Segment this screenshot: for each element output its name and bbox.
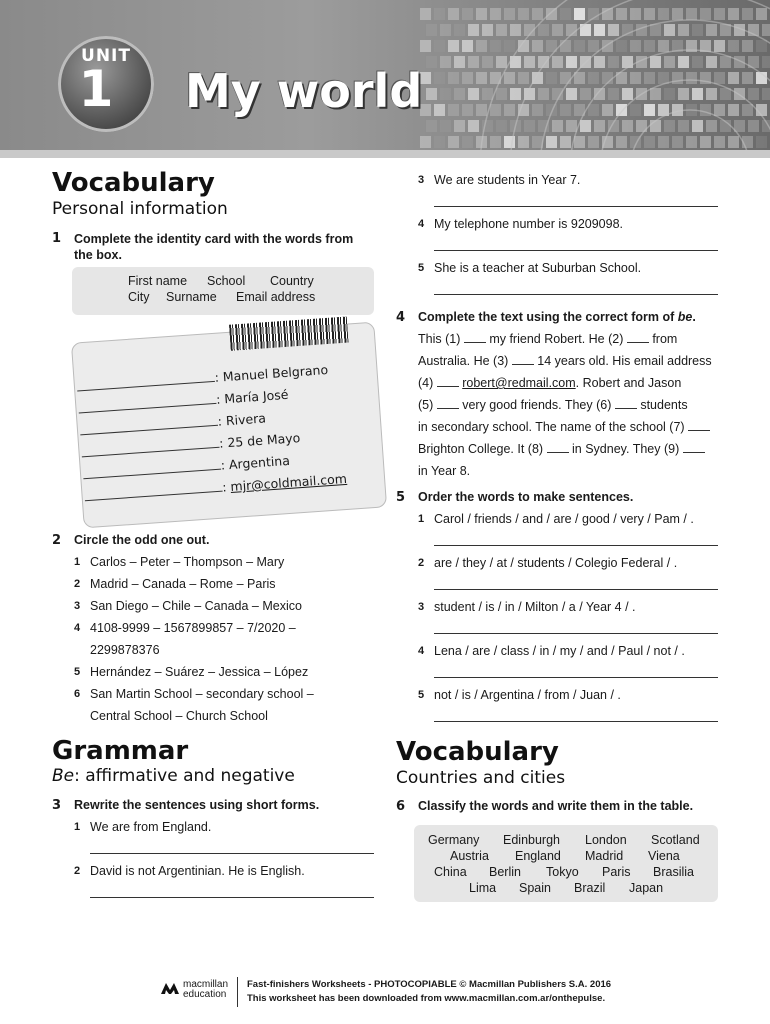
vocabulary-subtitle: Countries and cities [396, 768, 566, 788]
header-tile [706, 88, 717, 100]
answer-line[interactable] [84, 481, 222, 502]
header-tile [476, 72, 487, 84]
item-number: 3 [74, 600, 81, 612]
id-card-row: : mjr@coldmail.com [84, 468, 382, 504]
classify-word: Madrid [585, 849, 624, 863]
barcode [229, 317, 349, 351]
header-tile [490, 40, 501, 52]
header-tile [594, 120, 605, 132]
id-card-value: Manuel Belgrano [222, 361, 329, 385]
header-tile [574, 40, 585, 52]
classify-word: Germany [428, 833, 480, 847]
header-tile [448, 8, 459, 20]
item-number: 5 [418, 262, 425, 274]
answer-blank[interactable] [627, 332, 649, 343]
header-tile [692, 56, 703, 68]
header-tile [504, 104, 515, 116]
header-tile [454, 56, 465, 68]
answer-line[interactable] [434, 250, 718, 251]
header-tile [692, 24, 703, 36]
header-tile [566, 120, 577, 132]
header-tile [462, 40, 473, 52]
header-tile [566, 56, 577, 68]
answer-line[interactable] [77, 371, 215, 392]
header-tile [504, 72, 515, 84]
header-tile [728, 104, 739, 116]
item-number: 3 [418, 174, 425, 186]
header-tile [622, 120, 633, 132]
header-tile [658, 8, 669, 20]
macmillan-logo-icon [161, 980, 181, 996]
answer-line[interactable] [434, 206, 718, 207]
header-tile [462, 104, 473, 116]
header-tile [490, 8, 501, 20]
header-tile [678, 120, 689, 132]
id-card-row: : Rivera [80, 403, 378, 439]
header-tile [440, 24, 451, 36]
exercise-instruction: Circle the odd one out. [74, 533, 210, 547]
unit-label: UNIT [81, 46, 131, 66]
header-tile [496, 88, 507, 100]
odd-one-out-item[interactable]: Madrid – Canada – Rome – Paris [90, 577, 276, 591]
classify-word: Lima [469, 881, 497, 895]
box-word: First name [128, 274, 188, 288]
header-tile [686, 8, 697, 20]
text-line: (5) very good friends. They (6) students [418, 398, 688, 412]
header-tile [490, 136, 501, 148]
header-tile [524, 56, 535, 68]
header-tile [580, 120, 591, 132]
header-tile [616, 136, 627, 148]
box-word: Surname [166, 290, 217, 304]
exercise-number: 2 [52, 533, 62, 548]
header-tile [756, 136, 767, 148]
header-tile [602, 104, 613, 116]
word-order-prompt: Lena / are / class / in / my / and / Paul / not / . [434, 644, 685, 658]
header-tile [692, 120, 703, 132]
header-tile [552, 120, 563, 132]
header-tile [644, 8, 655, 20]
header-tile [644, 104, 655, 116]
classify-word: Paris [602, 865, 631, 879]
header-tile [742, 72, 753, 84]
footer-divider [237, 977, 238, 1007]
header-tile [538, 24, 549, 36]
header-tile [496, 56, 507, 68]
classify-word: Japan [629, 881, 664, 895]
odd-one-out-item[interactable]: Carlos – Peter – Thompson – Mary [90, 555, 285, 569]
item-number: 4 [74, 622, 81, 634]
header-tile [434, 72, 445, 84]
header-tile [434, 136, 445, 148]
odd-one-out-item[interactable]: 4108-9999 – 1567899857 – 7/2020 – [90, 621, 296, 635]
header-tile [650, 56, 661, 68]
header-tile [482, 56, 493, 68]
header-tile [700, 104, 711, 116]
id-card-value: mjr@coldmail.com [229, 470, 348, 495]
odd-one-out-item[interactable]: San Diego – Chile – Canada – Mexico [90, 599, 302, 613]
answer-line[interactable] [434, 294, 718, 295]
header-tile [434, 40, 445, 52]
identity-card [71, 322, 387, 529]
header-tile [644, 136, 655, 148]
header-tile [560, 8, 571, 20]
header-tile [616, 40, 627, 52]
header-tile [664, 88, 675, 100]
answer-line[interactable] [81, 437, 219, 458]
header-tile [574, 136, 585, 148]
exercise-number: 5 [396, 490, 406, 505]
item-number: 3 [418, 601, 425, 613]
header-tile [700, 8, 711, 20]
header-tile [622, 88, 633, 100]
header-tile [546, 136, 557, 148]
answer-line[interactable] [434, 677, 718, 678]
header-tile [468, 24, 479, 36]
item-number: 5 [74, 666, 81, 678]
grammar-subtitle: Be: affirmative and negative [52, 766, 295, 786]
header-tile [658, 136, 669, 148]
exercise-instruction: Complete the text using the correct form of be. [418, 310, 696, 324]
header-tile [630, 72, 641, 84]
classify-word: Scotland [651, 833, 700, 847]
word-order-prompt: Carol / friends / and / are / good / very / Pam / . [434, 512, 694, 526]
header-tile [720, 56, 731, 68]
header-tile [692, 88, 703, 100]
answer-blank[interactable] [437, 376, 459, 387]
header-tile [538, 88, 549, 100]
box-word: Email address [236, 290, 316, 304]
header-tile [630, 40, 641, 52]
header-tile [616, 8, 627, 20]
word-order-prompt: are / they / at / students / Colegio Federal / . [434, 556, 678, 570]
vocabulary-subtitle: Personal information [52, 199, 228, 219]
header-tile [588, 136, 599, 148]
text-line: in Year 8. [418, 464, 471, 478]
answer-blank[interactable] [512, 354, 534, 365]
answer-line[interactable] [80, 415, 218, 436]
header-tile [594, 56, 605, 68]
item-number: 5 [418, 689, 425, 701]
header-tile [560, 72, 571, 84]
header-tile [762, 88, 770, 100]
classify-word: Spain [519, 881, 551, 895]
vocabulary-title: Vocabulary [396, 737, 559, 767]
header-tile [748, 120, 759, 132]
header-tile [672, 8, 683, 20]
item-number: 1 [74, 556, 81, 568]
answer-blank[interactable] [683, 442, 705, 453]
item-number: 4 [418, 645, 425, 657]
header-tile [728, 136, 739, 148]
page-title: My world [185, 64, 423, 118]
exercise-instruction: Complete the identity card with the words from the box. [74, 232, 354, 262]
header-tile [552, 24, 563, 36]
header-tile [440, 56, 451, 68]
text-line: in secondary school. The name of the school (7) [418, 420, 710, 434]
header-tile [448, 40, 459, 52]
sentence: David is not Argentinian. He is English. [90, 864, 305, 878]
answer-line[interactable] [434, 589, 718, 590]
id-card-value: Argentina [228, 452, 291, 473]
header-tile [630, 104, 641, 116]
header-tile [546, 72, 557, 84]
odd-one-out-item[interactable]: San Martin School – secondary school – [90, 687, 314, 701]
header-tile [468, 88, 479, 100]
exercise-instruction: Rewrite the sentences using short forms. [74, 798, 320, 812]
header-tile [588, 72, 599, 84]
header-tile [608, 24, 619, 36]
header-tile [664, 120, 675, 132]
header-tile [462, 72, 473, 84]
id-card-value: Rivera [225, 410, 267, 429]
header-tile [756, 40, 767, 52]
item-number: 4 [418, 218, 425, 230]
sentence: She is a teacher at Suburban School. [434, 261, 642, 275]
unit-number: 1 [78, 60, 114, 118]
answer-line[interactable] [434, 545, 718, 546]
header-tile [518, 8, 529, 20]
answer-line[interactable] [78, 393, 216, 414]
box-word: City [128, 290, 150, 304]
header-tile [748, 88, 759, 100]
classify-word: China [434, 865, 467, 879]
header-tile [448, 136, 459, 148]
header-tile [468, 120, 479, 132]
header-tile [426, 56, 437, 68]
answer-line[interactable] [90, 897, 374, 898]
id-card-row: : 25 de Mayo [81, 425, 379, 461]
classify-word: Austria [450, 849, 489, 863]
box-word: School [207, 274, 246, 288]
header-tile [608, 56, 619, 68]
header-tile [762, 56, 770, 68]
header-tile [518, 136, 529, 148]
item-number: 1 [418, 513, 425, 525]
header-tile [574, 8, 585, 20]
header-tile [440, 120, 451, 132]
footer-text [247, 978, 611, 1006]
header-tile [482, 88, 493, 100]
header-tile [476, 8, 487, 20]
header-tile [762, 24, 770, 36]
header-tile [700, 136, 711, 148]
exercise-instruction: Classify the words and write them in the table. [418, 799, 694, 813]
header-tile [426, 24, 437, 36]
header-tile [678, 88, 689, 100]
item-number: 2 [74, 578, 81, 590]
header-tile [616, 104, 627, 116]
header-tile [630, 8, 641, 20]
answer-blank[interactable] [547, 442, 569, 453]
header-tile [728, 72, 739, 84]
header-tile [420, 136, 431, 148]
footer-line-1: Fast-finishers Worksheets - PHOTOCOPIABLE © Macmillan Publishers S.A. 2016 [247, 979, 612, 990]
header-tile [608, 88, 619, 100]
header-tile [552, 56, 563, 68]
answer-blank[interactable] [464, 332, 486, 343]
email-address: robert@redmail.com [462, 376, 576, 390]
exercise-number: 3 [52, 798, 62, 813]
odd-one-out-item-continued[interactable]: 2299878376 [90, 643, 160, 657]
header-tile [678, 24, 689, 36]
header-tile [468, 56, 479, 68]
id-card-row: : Argentina [83, 447, 381, 483]
header-tile [504, 8, 515, 20]
exercise-number: 6 [396, 799, 406, 814]
classify-word: Berlin [489, 865, 521, 879]
header-tile [426, 120, 437, 132]
header-tile [454, 88, 465, 100]
header-tile [742, 104, 753, 116]
header-tile [462, 8, 473, 20]
text-line: This (1) my friend Robert. He (2) from [418, 332, 678, 346]
header-tile [714, 136, 725, 148]
header-band [0, 150, 770, 158]
text-line: Australia. He (3) 14 years old. His email address [418, 354, 712, 368]
classify-word: Brasilia [653, 865, 694, 879]
header-tile [434, 104, 445, 116]
header-tile [664, 56, 675, 68]
header-tile [728, 40, 739, 52]
header-tile [454, 24, 465, 36]
header-tile [566, 88, 577, 100]
header-tile [714, 40, 725, 52]
header-tile [532, 8, 543, 20]
header-tile [426, 88, 437, 100]
header-tile [588, 104, 599, 116]
item-number: 1 [74, 821, 81, 833]
header-tile [678, 56, 689, 68]
header-tile [686, 72, 697, 84]
header-tile [706, 56, 717, 68]
id-card-row: : Manuel Belgrano [76, 359, 374, 395]
header-tile [706, 24, 717, 36]
header-tile [686, 136, 697, 148]
header-tile [560, 40, 571, 52]
classify-word: England [515, 849, 561, 863]
header-tile [482, 24, 493, 36]
header-tile [476, 40, 487, 52]
header-tile [658, 40, 669, 52]
sentence: We are students in Year 7. [434, 173, 581, 187]
classify-word: Tokyo [546, 865, 579, 879]
vocabulary-title: Vocabulary [52, 168, 215, 198]
header-tile [420, 8, 431, 20]
footer-line-2: This worksheet has been downloaded from www.macmillan.com.ar/onthepulse. [247, 993, 606, 1004]
header-tile [448, 104, 459, 116]
header-tile [588, 40, 599, 52]
answer-blank[interactable] [437, 398, 459, 409]
header-tile [594, 88, 605, 100]
header-tile [518, 72, 529, 84]
answer-blank[interactable] [615, 398, 637, 409]
header-tile [644, 40, 655, 52]
exercise-number: 4 [396, 310, 406, 325]
header-tile [622, 56, 633, 68]
header-tile [714, 104, 725, 116]
item-number: 2 [418, 557, 425, 569]
header-tile [580, 88, 591, 100]
answer-line[interactable] [90, 853, 374, 854]
item-number: 6 [74, 688, 81, 700]
text-line: Brighton College. It (8) in Sydney. They (9) [418, 442, 705, 456]
sentence: We are from England. [90, 820, 212, 834]
grammar-title: Grammar [52, 736, 189, 766]
answer-line[interactable] [83, 459, 221, 480]
header-tile [728, 8, 739, 20]
header-tile [644, 72, 655, 84]
item-number: 2 [74, 865, 81, 877]
exercise-instruction: Order the words to make sentences. [418, 490, 634, 504]
header-tile [650, 88, 661, 100]
box-word: Country [270, 274, 314, 288]
exercise-number: 1 [52, 231, 62, 246]
header-tile [594, 24, 605, 36]
header-tile [560, 104, 571, 116]
word-order-prompt: student / is / in / Milton / a / Year 4 / . [434, 600, 636, 614]
sentence: My telephone number is 9209098. [434, 217, 624, 231]
header-tile [440, 88, 451, 100]
header-tile [454, 120, 465, 132]
id-card-value: María José [223, 386, 289, 407]
classify-word: Edinburgh [503, 833, 560, 847]
header-tile [496, 120, 507, 132]
answer-line[interactable] [434, 633, 718, 634]
classify-word: Brazil [574, 881, 606, 895]
header-tile [714, 8, 725, 20]
publisher-brand: macmillan education [183, 979, 229, 1000]
odd-one-out-item[interactable]: Hernández – Suárez – Jessica – López [90, 665, 309, 679]
header-tile [532, 104, 543, 116]
header-tile [524, 120, 535, 132]
header-tile [742, 40, 753, 52]
header-tile [420, 40, 431, 52]
answer-blank[interactable] [688, 420, 710, 431]
header-tile [434, 8, 445, 20]
classify-word: London [585, 833, 627, 847]
header-tile [510, 88, 521, 100]
header-tile [714, 72, 725, 84]
header-tile [756, 8, 767, 20]
id-card-value: 25 de Mayo [226, 430, 301, 451]
header-tile [664, 24, 675, 36]
header-tile [560, 136, 571, 148]
header-tile [496, 24, 507, 36]
text-line: (4) robert@redmail.com. Robert and Jason [418, 376, 682, 390]
header-tile [532, 40, 543, 52]
header-tile [448, 72, 459, 84]
id-card-row: : María José [78, 381, 376, 417]
word-order-prompt: not / is / Argentina / from / Juan / . [434, 688, 621, 702]
header-tile [510, 24, 521, 36]
header-tile [672, 136, 683, 148]
classify-word: Viena [648, 849, 680, 863]
header-tile [742, 8, 753, 20]
odd-one-out-item-continued[interactable]: Central School – Church School [90, 709, 268, 723]
header-tile [490, 104, 501, 116]
header-tile [706, 120, 717, 132]
answer-line[interactable] [434, 721, 718, 722]
header-tile [650, 24, 661, 36]
header-tile [476, 104, 487, 116]
header-tile [462, 136, 473, 148]
header-tile [504, 40, 515, 52]
